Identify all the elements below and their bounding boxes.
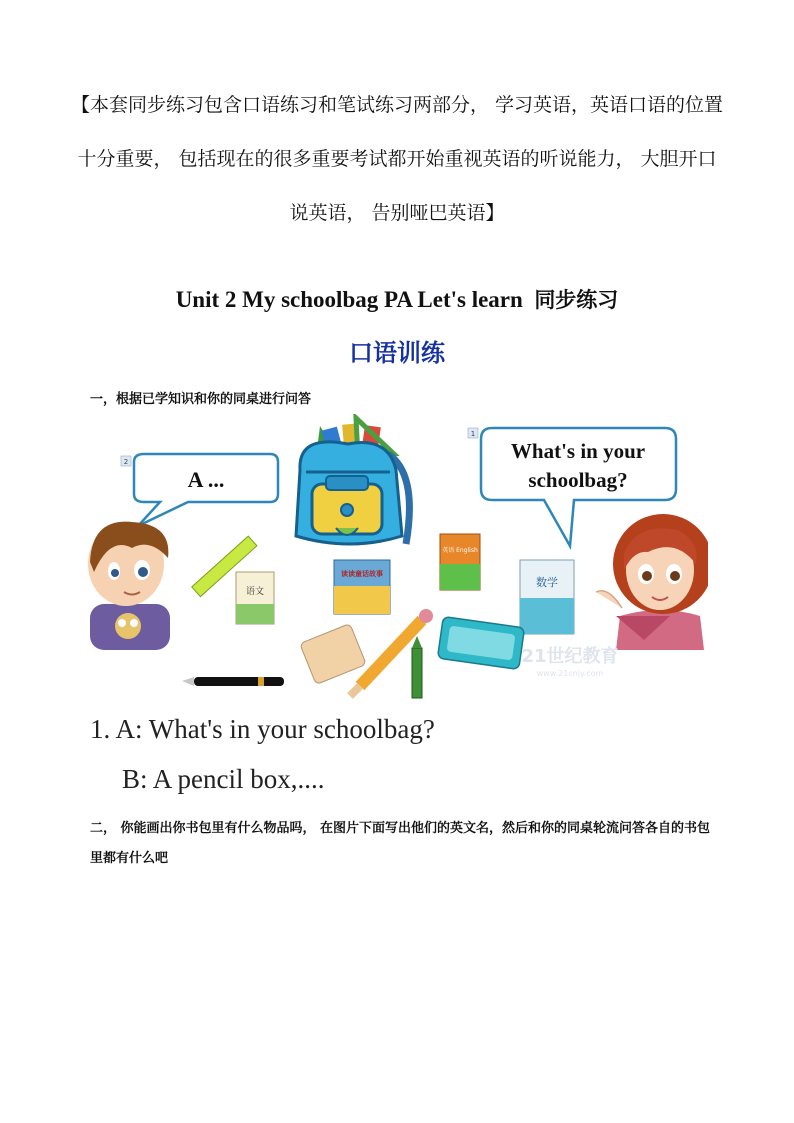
title-chinese: 同步练习 [534, 288, 619, 312]
book-math-icon [520, 560, 574, 634]
girl-icon [596, 514, 708, 650]
speech-bubble-left [134, 454, 278, 526]
bubble-left-text: A ... [187, 467, 225, 492]
boy-icon [88, 522, 170, 650]
book-math-label: 数学 [536, 576, 558, 589]
watermark-text: 21世纪教育 [521, 646, 619, 667]
badge-right-text: 1 [470, 430, 476, 438]
book-chinese-label: 语文 [245, 587, 265, 597]
bubble-right-line2: schoolbag? [528, 468, 628, 492]
badge-left-text: 2 [123, 458, 129, 466]
schoolbag-illustration [88, 414, 708, 704]
pen-icon [182, 677, 284, 686]
dialog-line-2: B: A pencil box,.... [122, 764, 325, 794]
book-story-label: 读读童话故事 [341, 570, 383, 578]
question-1-heading: 一，根据已学知识和你的同桌进行问答 [90, 392, 312, 407]
question-2-heading: 二， 你能画出你书包里有什么物品吗， 在图片下面写出他们的英文名，然后和你的同桌轮流问答各自的书包里都有什么吧 [90, 821, 711, 866]
crayon-icon [412, 636, 422, 698]
eraser-icon [300, 623, 367, 684]
schoolbag-icon [296, 418, 409, 544]
book-english-icon [440, 534, 480, 590]
intro-paragraph: 【本套同步练习包含口语练习和笔试练习两部分， 学习英语，英语口语的位置十分重要， 包括现在的很多重要考试都开始重视英语的听说能力， 大胆开口说英语， 告别哑巴英语】 [70, 94, 724, 224]
dialog-line-1: 1. A: What's in your schoolbag? [90, 714, 435, 744]
watermark-url: www.21cnjy.com [536, 669, 604, 678]
page-title [0, 284, 794, 314]
pencil-box-icon [437, 616, 524, 669]
book-story-icon [334, 560, 390, 614]
bubble-right-line1: What's in your [510, 439, 646, 463]
book-english-label: 英语 English [442, 547, 478, 554]
section-subtitle: 口语训练 [349, 339, 445, 367]
title-english: Unit 2 My schoolbag PA Let's learn [175, 287, 523, 312]
book-chinese-icon [236, 572, 274, 624]
